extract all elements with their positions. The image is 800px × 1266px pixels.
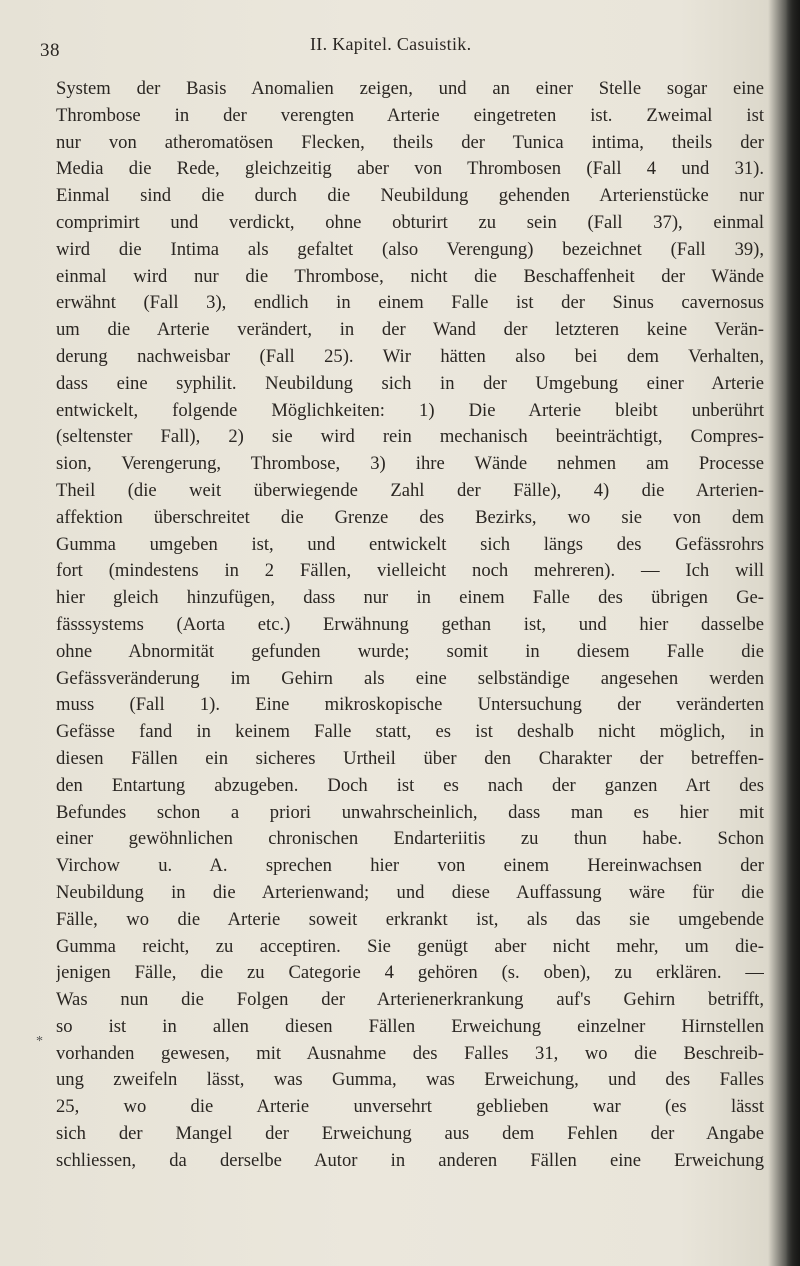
text-line: Gumma reicht, zu acceptiren. Sie genügt aber nicht mehr, um die- xyxy=(56,935,764,957)
text-line: wird die Intima als gefaltet (also Verengung) bezeichnet (Fall 39), xyxy=(56,238,764,260)
text-line: so ist in allen diesen Fällen Erweichung einzelner Hirnstellen xyxy=(56,1015,764,1037)
text-line: Gefässveränderung im Gehirn als eine selbständige angesehen werden xyxy=(56,667,764,689)
text-line: (seltenster Fall), 2) sie wird rein mechanisch beeinträchtigt, Compres- xyxy=(56,426,764,448)
text-line: muss (Fall 1). Eine mikroskopische Untersuchung der veränderten xyxy=(56,694,764,716)
text-line: Gumma umgeben ist, und entwickelt sich längs des Gefässrohrs xyxy=(56,533,764,555)
page-header xyxy=(40,34,760,64)
text-line: vorhanden gewesen, mit Ausnahme des Falles 31, wo die Beschreib- xyxy=(56,1042,764,1064)
text-line: schliessen, da derselbe Autor in anderen Fällen eine Erweichung xyxy=(56,1149,764,1171)
running-title: II. Kapitel. Casuistik. xyxy=(310,34,472,54)
text-line: fort (mindestens in 2 Fällen, vielleicht noch mehreren). — Ich will xyxy=(56,560,764,582)
text-line: Neubildung in die Arterienwand; und diese Auffassung wäre für die xyxy=(56,881,764,903)
text-line: um die Arterie verändert, in der Wand der letzteren keine Verän- xyxy=(56,319,764,341)
page-edge-shadow xyxy=(786,0,800,1266)
text-line: Virchow u. A. sprechen hier von einem Hereinwachsen der xyxy=(56,855,764,877)
text-line: comprimirt und verdickt, ohne obturirt zu sein (Fall 37), einmal xyxy=(56,211,764,233)
text-line: sion, Verengerung, Thrombose, 3) ihre Wände nehmen am Processe xyxy=(56,453,764,475)
text-line: einmal wird nur die Thrombose, nicht die Beschaffenheit der Wände xyxy=(56,265,764,287)
text-line: System der Basis Anomalien zeigen, und an einer Stelle sogar eine xyxy=(56,78,764,99)
page-number: 38 xyxy=(40,40,60,61)
text-line: dass eine syphilit. Neubildung sich in der Umgebung einer Arterie xyxy=(56,372,764,394)
text-line: Media die Rede, gleichzeitig aber von Thrombosen (Fall 4 und 31). xyxy=(56,158,764,180)
text-line: ohne Abnormität gefunden wurde; somit in diesem Falle die xyxy=(56,640,764,662)
text-line: ung zweifeln lässt, was Gumma, was Erweichung, und des Falles xyxy=(56,1069,764,1091)
text-line: diesen Fällen ein sicheres Urtheil über den Charakter der betreffen- xyxy=(56,747,764,769)
text-line: den Entartung abzugeben. Doch ist es nach der ganzen Art des xyxy=(56,774,764,796)
text-line: einer gewöhnlichen chronischen Endarteriitis zu thun habe. Schon xyxy=(56,828,764,850)
text-line: entwickelt, folgende Möglichkeiten: 1) Die Arterie bleibt unberührt xyxy=(56,399,764,421)
text-line: Fälle, wo die Arterie soweit erkrankt ist, als das sie umgebende xyxy=(56,908,764,930)
text-line: Theil (die weit überwiegende Zahl der Fälle), 4) die Arterien- xyxy=(56,479,764,501)
text-line: erwähnt (Fall 3), endlich in einem Falle ist der Sinus cavernosus xyxy=(56,292,764,314)
text-line: 25, wo die Arterie unversehrt geblieben war (es lässt xyxy=(56,1096,764,1118)
text-line: sich der Mangel der Erweichung aus dem Fehlen der Angabe xyxy=(56,1123,764,1145)
text-line: hier gleich hinzufügen, dass nur in einem Falle des übrigen Ge- xyxy=(56,587,764,609)
text-line: nur von atheromatösen Flecken, theils der Tunica intima, theils der xyxy=(56,131,764,153)
text-line: derung nachweisbar (Fall 25). Wir hätten also bei dem Verhalten, xyxy=(56,345,764,367)
text-line: jenigen Fälle, die zu Categorie 4 gehören (s. oben), zu erklären. — xyxy=(56,962,764,984)
body-text xyxy=(56,76,764,1175)
margin-mark: * xyxy=(36,1034,43,1049)
text-line: Gefässe fand in keinem Falle statt, es ist deshalb nicht möglich, in xyxy=(56,721,764,743)
text-line: Befundes schon a priori unwahrscheinlich, dass man es hier mit xyxy=(56,801,764,823)
text-line: Was nun die Folgen der Arterienerkrankung auf's Gehirn betrifft, xyxy=(56,989,764,1011)
text-line: affektion überschreitet die Grenze des Bezirks, wo sie von dem xyxy=(56,506,764,528)
text-line: fässsystems (Aorta etc.) Erwähnung gethan ist, und hier dasselbe xyxy=(56,613,764,635)
text-line: Einmal sind die durch die Neubildung gehenden Arterienstücke nur xyxy=(56,185,764,207)
text-line: Thrombose in der verengten Arterie eingetreten ist. Zweimal ist xyxy=(56,104,764,126)
